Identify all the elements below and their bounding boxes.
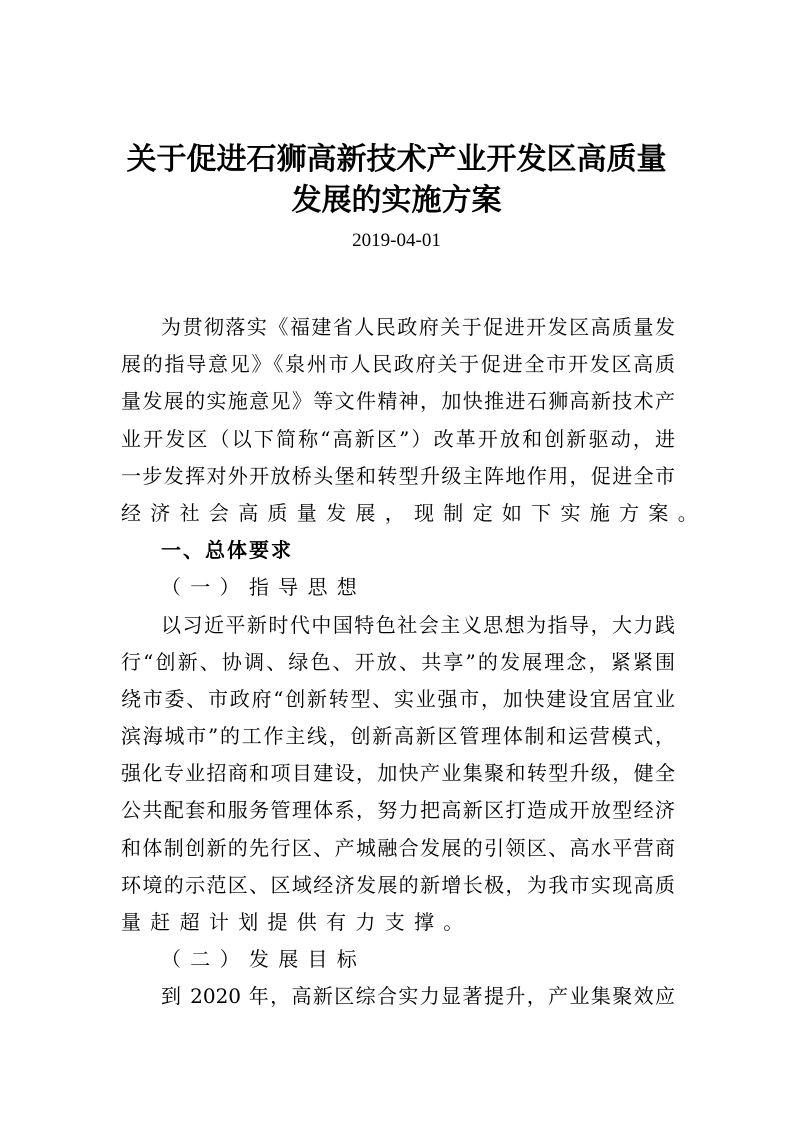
document-date: 2019-04-01: [352, 230, 441, 251]
paragraph-line: 公共配套和服务管理体系，努力把高新区打造成开放型经济: [121, 798, 675, 823]
subsection-heading: （二）发展目标: [161, 947, 367, 972]
paragraph-line: 强化专业招商和项目建设，加快产业集聚和转型升级，健全: [121, 761, 675, 786]
paragraph-line: 绕市委、市政府“创新转型、实业强市，加快建设宜居宜业: [121, 686, 675, 711]
paragraph-line: 和体制创新的先行区、产城融合发展的引领区、高水平营商: [121, 835, 675, 860]
paragraph-line: 以习近平新时代中国特色社会主义思想为指导，大力践: [161, 612, 675, 637]
paragraph-line: 一步发挥对外开放桥头堡和转型升级主阵地作用，促进全市: [121, 463, 675, 488]
paragraph-line: 环境的示范区、区域经济发展的新增长极，为我市实现高质: [121, 872, 675, 897]
paragraph-line: 到 2020 年，高新区综合实力显著提升，产业集聚效应: [161, 984, 675, 1009]
paragraph-line: 展的指导意见》《泉州市人民政府关于促进全市开发区高质: [121, 352, 675, 377]
paragraph-line: 经济社会高质量发展，现制定如下实施方案。: [121, 500, 707, 525]
document-body: [121, 309, 707, 1016]
paragraph-line: 量发展的实施意见》等文件精神，加快推进石狮高新技术产: [121, 389, 675, 414]
document-title-line-2: 发展的实施方案: [291, 183, 502, 218]
paragraph-line: 为贯彻落实《福建省人民政府关于促进开发区高质量发: [161, 315, 675, 339]
paragraph-line: 业开发区（以下简称“高新区”）改革开放和创新驱动，进: [121, 426, 675, 451]
subsection-heading: （一）指导思想: [161, 575, 367, 600]
section-heading: 一、总体要求: [161, 538, 293, 563]
document-title-line-1: 关于促进石狮高新技术产业开发区高质量: [126, 142, 667, 177]
paragraph-line: 行“创新、协调、绿色、开放、共享”的发展理念，紧紧围: [121, 649, 675, 674]
paragraph-line: 量赶超计划提供有力支撑。: [121, 910, 473, 934]
paragraph-line: 滨海城市”的工作主线，创新高新区管理体制和运营模式，: [121, 724, 675, 749]
